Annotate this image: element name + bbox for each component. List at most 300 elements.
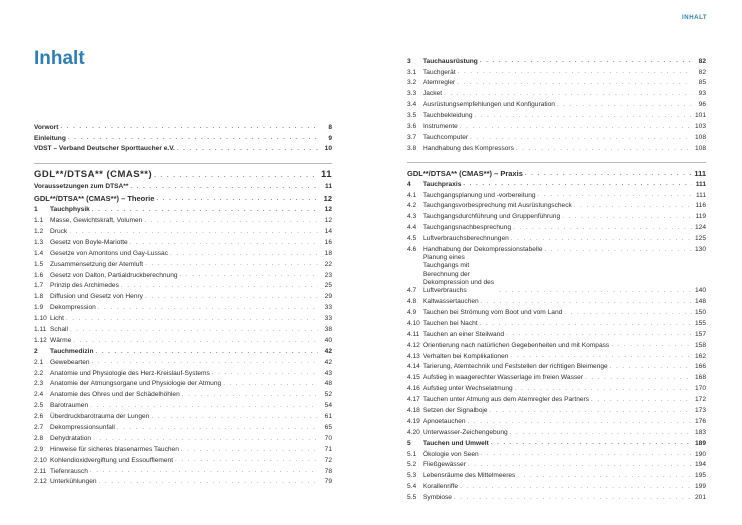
toc-entry[interactable] [407,66,706,77]
toc-entry[interactable] [407,243,706,254]
toc-entry-page: 54 [324,402,332,410]
toc-leader-dots [154,173,318,181]
toc-entry[interactable] [407,254,706,295]
toc-leader-dots [481,299,692,307]
toc-entry-number: 4.1 [407,191,417,199]
toc-entry[interactable] [34,334,332,345]
toc-entry-title: Lebensräume des Mittelmeeres [423,472,516,480]
toc-entry[interactable] [407,211,706,222]
toc-entry-title: Fließgewässer [423,461,466,469]
toc-entry-title: Tauchmedizin [50,347,94,355]
toc-entry[interactable] [407,437,706,448]
toc-entry-page: 9 [328,134,332,142]
toc-leader-dots [177,146,318,154]
toc-entry[interactable] [34,432,332,443]
toc-entry-title: Ökologie von Seen [423,450,479,458]
toc-entry[interactable] [34,356,332,367]
toc-entry[interactable] [407,459,706,470]
toc-entry-page: 82 [698,68,706,76]
toc-leader-dots [180,272,318,280]
toc-leader-dots [182,392,318,400]
toc-leader-dots [90,403,318,411]
toc-entry-title: Anatomie des Ohres und der Schädelhöhlen [50,391,180,399]
toc-entry-number: 1.11 [34,326,47,334]
toc-left-column [34,121,332,487]
toc-entry-page: 48 [324,380,332,388]
toc-entry-page: 108 [694,144,706,152]
toc-entry-title: Tauchausrüstung [423,57,478,65]
toc-leader-dots [515,386,692,394]
toc-leader-dots [517,473,692,481]
toc-leader-dots [525,171,692,179]
toc-entry-number: 4.17 [407,396,420,404]
toc-entry-page: 189 [694,439,706,447]
toc-entry-title: Instrumente [423,123,458,130]
toc-entry[interactable] [34,443,332,454]
toc-entry[interactable] [407,404,706,415]
toc-entry-number: 3.1 [407,68,417,76]
toc-entry-page: 23 [324,271,332,279]
toc-group [34,121,332,154]
toc-entry-page: 103 [694,123,706,130]
toc-entry[interactable] [34,204,332,215]
toc-entry[interactable] [34,345,332,356]
toc-leader-dots [468,419,692,427]
toc-entry-title: Atemregler [423,79,456,87]
toc-entry-title: Gesetz von Dalton, Partialdruckberechnung [50,271,178,279]
toc-entry[interactable] [407,295,706,306]
toc-entry-number: 4.7 [407,287,417,295]
toc-entry-title: Schall [50,326,68,334]
toc-entry-number: 2.1 [34,358,44,366]
toc-leader-dots [70,327,318,335]
toc-entry-title: Barotraumen [50,402,89,410]
toc-leader-dots [92,359,318,367]
toc-leader-dots [463,181,692,189]
toc-entry-title: Tauchen an einer Steilwand [423,330,505,338]
toc-entry-page: 29 [324,293,332,301]
toc-leader-dots [545,247,693,255]
toc-leader-dots [444,91,692,99]
toc-entry-number: 4 [407,180,411,188]
toc-entry[interactable] [34,181,332,192]
toc-leader-dots [481,451,692,459]
toc-entry-number: 3 [407,57,411,65]
toc-entry-number: 2.5 [34,402,44,410]
toc-leader-dots [90,468,318,476]
toc-entry[interactable] [34,476,332,487]
toc-entry[interactable] [407,426,706,437]
toc-entry-number: 1.12 [34,336,47,344]
toc-entry-number: 1.9 [34,304,44,312]
toc-entry-title: Orientierung nach natürlichen Gegebenheiten und mit Kompass [423,341,610,349]
toc-entry[interactable] [407,372,706,383]
toc-leader-dots [611,342,692,350]
toc-entry-title: Tarierung, Atemtechnik und Feststellen der richtigen Bleimenge [423,363,608,371]
toc-leader-dots [60,124,318,132]
toc-entry-title: GDL**/DTSA** (CMAS**) – Theorie [34,194,155,204]
toc-leader-dots [66,316,318,324]
toc-entry[interactable] [34,367,332,378]
toc-entry-title: Handhabung des Kompressors [423,144,514,152]
toc-entry-page: 14 [324,228,332,235]
toc-leader-dots [513,225,692,233]
toc-entry-number: 5.4 [407,483,417,491]
toc-entry-title: Kaltwassertauchen [423,298,479,306]
toc-entry[interactable] [407,178,706,189]
toc-entry-number: 4.3 [407,213,417,221]
toc-entry[interactable] [407,99,706,110]
toc-entry-title: Tauchen bei Nacht [423,319,478,327]
toc-entry-number: 4.2 [407,202,417,210]
toc-entry[interactable] [34,323,332,334]
toc-entry-title: Voraussetzungen zum DTSA** [34,183,129,191]
toc-entry[interactable] [34,389,332,400]
toc-entry[interactable] [407,120,706,131]
toc-entry-number: 3.7 [407,133,417,141]
toc-entry-title: Tauchen bei Strömung vom Boot und vom Land [423,308,563,316]
toc-leader-dots [98,305,318,313]
toc-entry-page: 33 [324,315,332,323]
toc-entry[interactable] [34,410,332,421]
toc-entry-page: 78 [324,467,332,475]
toc-entry-page: 162 [694,352,706,360]
toc-leader-dots [95,349,318,357]
toc-entry-title: Tauchen unter Atmung aus dem Atemregler des Partners [423,396,590,404]
toc-entry[interactable] [407,222,706,233]
toc-entry-number: 1.4 [34,249,44,257]
toc-entry-title: Luftverbrauchsberechnungen [423,235,509,243]
toc-leader-dots [460,124,692,132]
toc-entry-title: Tiefenrausch [50,467,88,475]
toc-entry-title: Gewebearten [50,358,90,366]
toc-leader-dots [574,203,692,211]
toc-entry-page: 176 [694,417,706,425]
toc-leader-dots [454,495,692,503]
toc-entry-page: 22 [324,260,332,268]
toc-entry-page: 190 [694,450,706,458]
toc-entry[interactable] [34,132,332,143]
toc-leader-dots [144,218,318,226]
toc-entry-page: 65 [324,424,332,432]
toc-entry-title: Tauchcomputer [423,133,469,141]
toc-entry-title: VDST – Verband Deutscher Sporttaucher e.V. [34,145,175,153]
toc-entry-title: Dehydratation [50,434,92,442]
toc-entry-title: Diffusion und Gesetz von Henry [50,293,143,301]
toc-entry[interactable] [407,189,706,200]
toc-leader-dots [181,447,318,455]
toc-entry-page: 61 [324,413,332,421]
toc-entry-title: Druck [50,228,68,235]
toc-entry-page: 96 [698,101,706,109]
toc-entry-number: 2.3 [34,380,44,388]
toc-entry-title: Handhabung der Dekompressionstabelle [423,246,543,254]
toc-leader-dots [151,414,318,422]
toc-entry-number: 4.4 [407,224,417,232]
toc-entry-number: 2.7 [34,424,44,432]
toc-entry-page: 16 [324,238,332,246]
toc-entry-title: Überdruckbarotrauma der Lungen [50,413,150,421]
toc-leader-dots [480,321,692,329]
toc-entry-title: GDL**/DTSA** (CMAS**) – Praxis [407,168,523,178]
toc-entry-page: 70 [324,434,332,442]
toc-entry-page: 168 [694,374,706,382]
toc-entry[interactable] [34,465,332,476]
toc-entry-number: 5 [407,439,411,447]
toc-entry[interactable] [407,317,706,328]
toc-entry-page: 183 [694,428,706,436]
toc-entry-page: 155 [694,319,706,327]
toc-entry[interactable] [407,393,706,404]
toc-entry-title: Ausrüstungsempfehlungen und Konfiguration [423,101,555,109]
toc-leader-dots [212,370,318,378]
toc-entry-page: 43 [324,369,332,377]
toc-entry-number: 1.1 [34,217,44,225]
toc-entry-number: 1.6 [34,271,44,279]
toc-entry-page: 72 [324,456,332,464]
toc-entry-page: 201 [694,494,706,502]
toc-entry-number: 2.11 [34,467,47,475]
toc-entry-number: 4.5 [407,235,417,243]
toc-entry-number: 5.1 [407,450,417,458]
toc-entry-page: 40 [324,336,332,344]
toc-entry[interactable] [407,88,706,99]
toc-entry-page: 18 [324,249,332,257]
toc-entry-number: 3.2 [407,79,417,87]
toc-leader-dots [564,310,692,318]
toc-entry[interactable] [407,350,706,361]
toc-entry-page: 82 [698,57,706,65]
toc-entry-page: 150 [694,308,706,316]
toc-entry-page: 52 [324,391,332,399]
toc-entry-title: Aufstieg in waagerechter Wasserlage im freien Wasser [423,374,584,382]
toc-entry-page: 85 [698,79,706,87]
toc-entry-title: Tauchpraxis [423,180,462,188]
toc-entry-title: Verhalten bei Komplikationen [423,352,509,360]
toc-entry-page: 140 [694,287,706,295]
toc-entry-title: Gesetz von Boyle-Mariotte [50,238,128,246]
toc-entry-title: Hinweise für sicheres blasenarmes Tauchen [50,445,179,453]
toc-entry-number: 5.5 [407,494,417,502]
toc-entry-title: Vorwort [34,123,59,131]
toc-entry[interactable] [407,232,706,243]
toc-entry-number: 2.9 [34,445,44,453]
toc-entry[interactable] [34,302,332,313]
toc-entry-page: 111 [695,180,706,188]
toc-leader-dots [130,240,318,248]
toc-entry-title: Tauchbekleidung [423,112,473,120]
toc-entry[interactable] [407,491,706,502]
toc-entry-page: 10 [324,145,332,153]
page-title: Inhalt [34,48,85,69]
toc-entry-title: Symbiose [423,494,452,502]
toc-entry[interactable] [34,225,332,236]
toc-entry[interactable] [34,269,332,280]
toc-entry-page: 101 [694,112,706,120]
toc-entry-title: Apnoetauchen [423,417,466,425]
toc-entry-title: Tauchen und Umwelt [423,439,489,447]
toc-entry[interactable] [407,166,706,178]
toc-entry-number: 1.3 [34,238,44,246]
toc-entry-title: Tauchgerät [423,68,456,76]
toc-leader-dots [557,102,692,110]
toc-entry[interactable] [407,142,706,153]
toc-entry-page: 148 [694,298,706,306]
toc-leader-dots [93,436,318,444]
toc-entry[interactable] [34,291,332,302]
toc-leader-dots [145,294,318,302]
toc-entry[interactable] [34,247,332,258]
toc-entry-page: 71 [324,445,332,453]
toc-entry[interactable] [407,200,706,211]
toc-entry[interactable] [34,258,332,269]
toc-leader-dots [591,397,692,405]
toc-group [407,55,706,153]
toc-leader-dots [130,184,318,192]
toc-entry[interactable] [407,339,706,350]
toc-entry-title: Planung eines Tauchgangs mit Berechnung der Dekompression und des Luftverbrauchs [423,254,495,295]
toc-entry[interactable] [34,167,332,181]
toc-entry[interactable] [407,328,706,339]
toc-leader-dots [506,331,692,339]
toc-entry[interactable] [34,400,332,411]
toc-entry[interactable] [407,415,706,426]
toc-entry-page: 119 [695,213,706,221]
toc-entry-title: Anatomie der Atmungsorgane und Physiologie der Atmung [50,380,222,388]
toc-entry[interactable] [34,121,332,132]
toc-entry-number: 4.8 [407,298,417,306]
toc-entry-number: 4.9 [407,308,417,316]
toc-leader-dots [510,353,692,361]
toc-entry[interactable] [34,454,332,465]
toc-entry-number: 4.15 [407,374,420,382]
toc-entry[interactable] [407,448,706,459]
toc-entry[interactable] [34,143,332,154]
toc-entry-number: 4.6 [407,246,417,254]
toc-entry-page: 170 [694,385,706,393]
toc-entry-title: Kohlendioxidvergiftung und Essoufflement [50,456,174,464]
toc-entry-number: 2.6 [34,413,44,421]
toc-entry-page: 172 [694,396,706,404]
toc-entry[interactable] [34,421,332,432]
toc-leader-dots [585,375,692,383]
toc-entry-number: 3.4 [407,101,417,109]
toc-entry-number: 4.18 [407,406,420,414]
toc-entry-number: 3.6 [407,123,417,130]
toc-entry[interactable] [407,306,706,317]
toc-entry[interactable] [407,131,706,142]
toc-entry-number: 5.3 [407,472,417,480]
toc-entry-title: Einleitung [34,134,66,142]
toc-entry-page: 111 [695,191,706,199]
toc-entry[interactable] [407,55,706,66]
toc-entry-title: Anatomie und Physiologie des Herz-Kreislauf-Systems [50,369,210,377]
toc-entry-title: Prinzip des Archimedes [50,282,119,290]
toc-entry-title: Aufstieg unter Wechselatmung [423,385,513,393]
toc-entry-number: 1 [34,206,38,214]
toc-leader-dots [491,440,692,448]
toc-entry-number: 1.5 [34,260,44,268]
toc-entry-page: 38 [324,326,332,334]
toc-entry-number: 1.7 [34,282,44,290]
toc-leader-dots [460,484,692,492]
toc-entry[interactable] [407,361,706,372]
toc-entry-page: 199 [694,483,706,491]
toc-entry[interactable] [34,280,332,291]
toc-entry-page: 195 [694,472,706,480]
toc-entry-number: 2.10 [34,456,47,464]
toc-entry-number: 2.8 [34,434,44,442]
toc-entry[interactable] [34,378,332,389]
toc-entry-title: Wärme [50,336,72,344]
toc-leader-dots [223,381,318,389]
toc-entry-title: Dekompression [50,304,96,312]
toc-leader-dots [468,462,692,470]
toc-leader-dots [562,214,692,222]
toc-entry[interactable] [407,109,706,120]
toc-right-column [407,55,706,502]
toc-entry-title: Tauchgangsvorbesprechung mit Ausrüstungscheck [423,202,572,210]
toc-entry-number: 4.12 [407,341,420,349]
toc-entry[interactable] [34,192,332,204]
toc-entry-title: Gesetze von Amontons und Gay-Lussac [50,249,169,257]
toc-entry[interactable] [34,312,332,323]
toc-entry-number: 1.2 [34,228,44,235]
toc-leader-dots [470,135,692,143]
toc-entry[interactable] [407,481,706,492]
toc-leader-dots [117,425,318,433]
toc-leader-dots [480,58,692,66]
toc-entry-number: 1.10 [34,315,47,323]
toc-entry-title: Jacket [423,90,443,98]
toc-entry-number: 2 [34,347,38,355]
toc-group [34,167,332,487]
toc-leader-dots [121,283,318,291]
toc-entry-page: 79 [324,478,332,486]
toc-entry[interactable] [34,236,332,247]
toc-leader-dots [610,364,692,372]
toc-entry-page: 125 [694,235,706,243]
toc-entry-page: 116 [695,202,706,210]
toc-entry-page: 8 [328,123,332,131]
toc-entry-title: Tauchgangsnachbesprechung [423,224,511,232]
toc-group [407,166,706,502]
toc-entry-number: 4.20 [407,428,420,436]
toc-entry-page: 124 [694,224,706,232]
toc-entry-page: 42 [324,347,332,355]
toc-entry-title: Licht [50,315,64,323]
toc-entry-number: 2.4 [34,391,44,399]
toc-entry[interactable] [407,470,706,481]
toc-leader-dots [73,338,318,346]
toc-leader-dots [457,80,692,88]
toc-entry[interactable] [407,77,706,88]
toc-leader-dots [99,479,318,487]
toc-leader-dots [490,408,692,416]
toc-entry-title: Masse, Gewichtskraft, Volumen [50,217,143,225]
toc-leader-dots [510,430,692,438]
toc-entry-page: 11 [325,183,332,191]
toc-entry-number: 4.10 [407,319,420,327]
toc-entry-number: 4.13 [407,352,420,360]
toc-entry[interactable] [34,214,332,225]
toc-entry[interactable] [407,383,706,394]
toc-entry-page: 12 [324,206,332,214]
toc-leader-dots [92,207,318,215]
toc-entry-number: 4.11 [407,330,420,338]
toc-entry-number: 1.8 [34,293,44,301]
toc-entry-number: 4.14 [407,363,420,371]
